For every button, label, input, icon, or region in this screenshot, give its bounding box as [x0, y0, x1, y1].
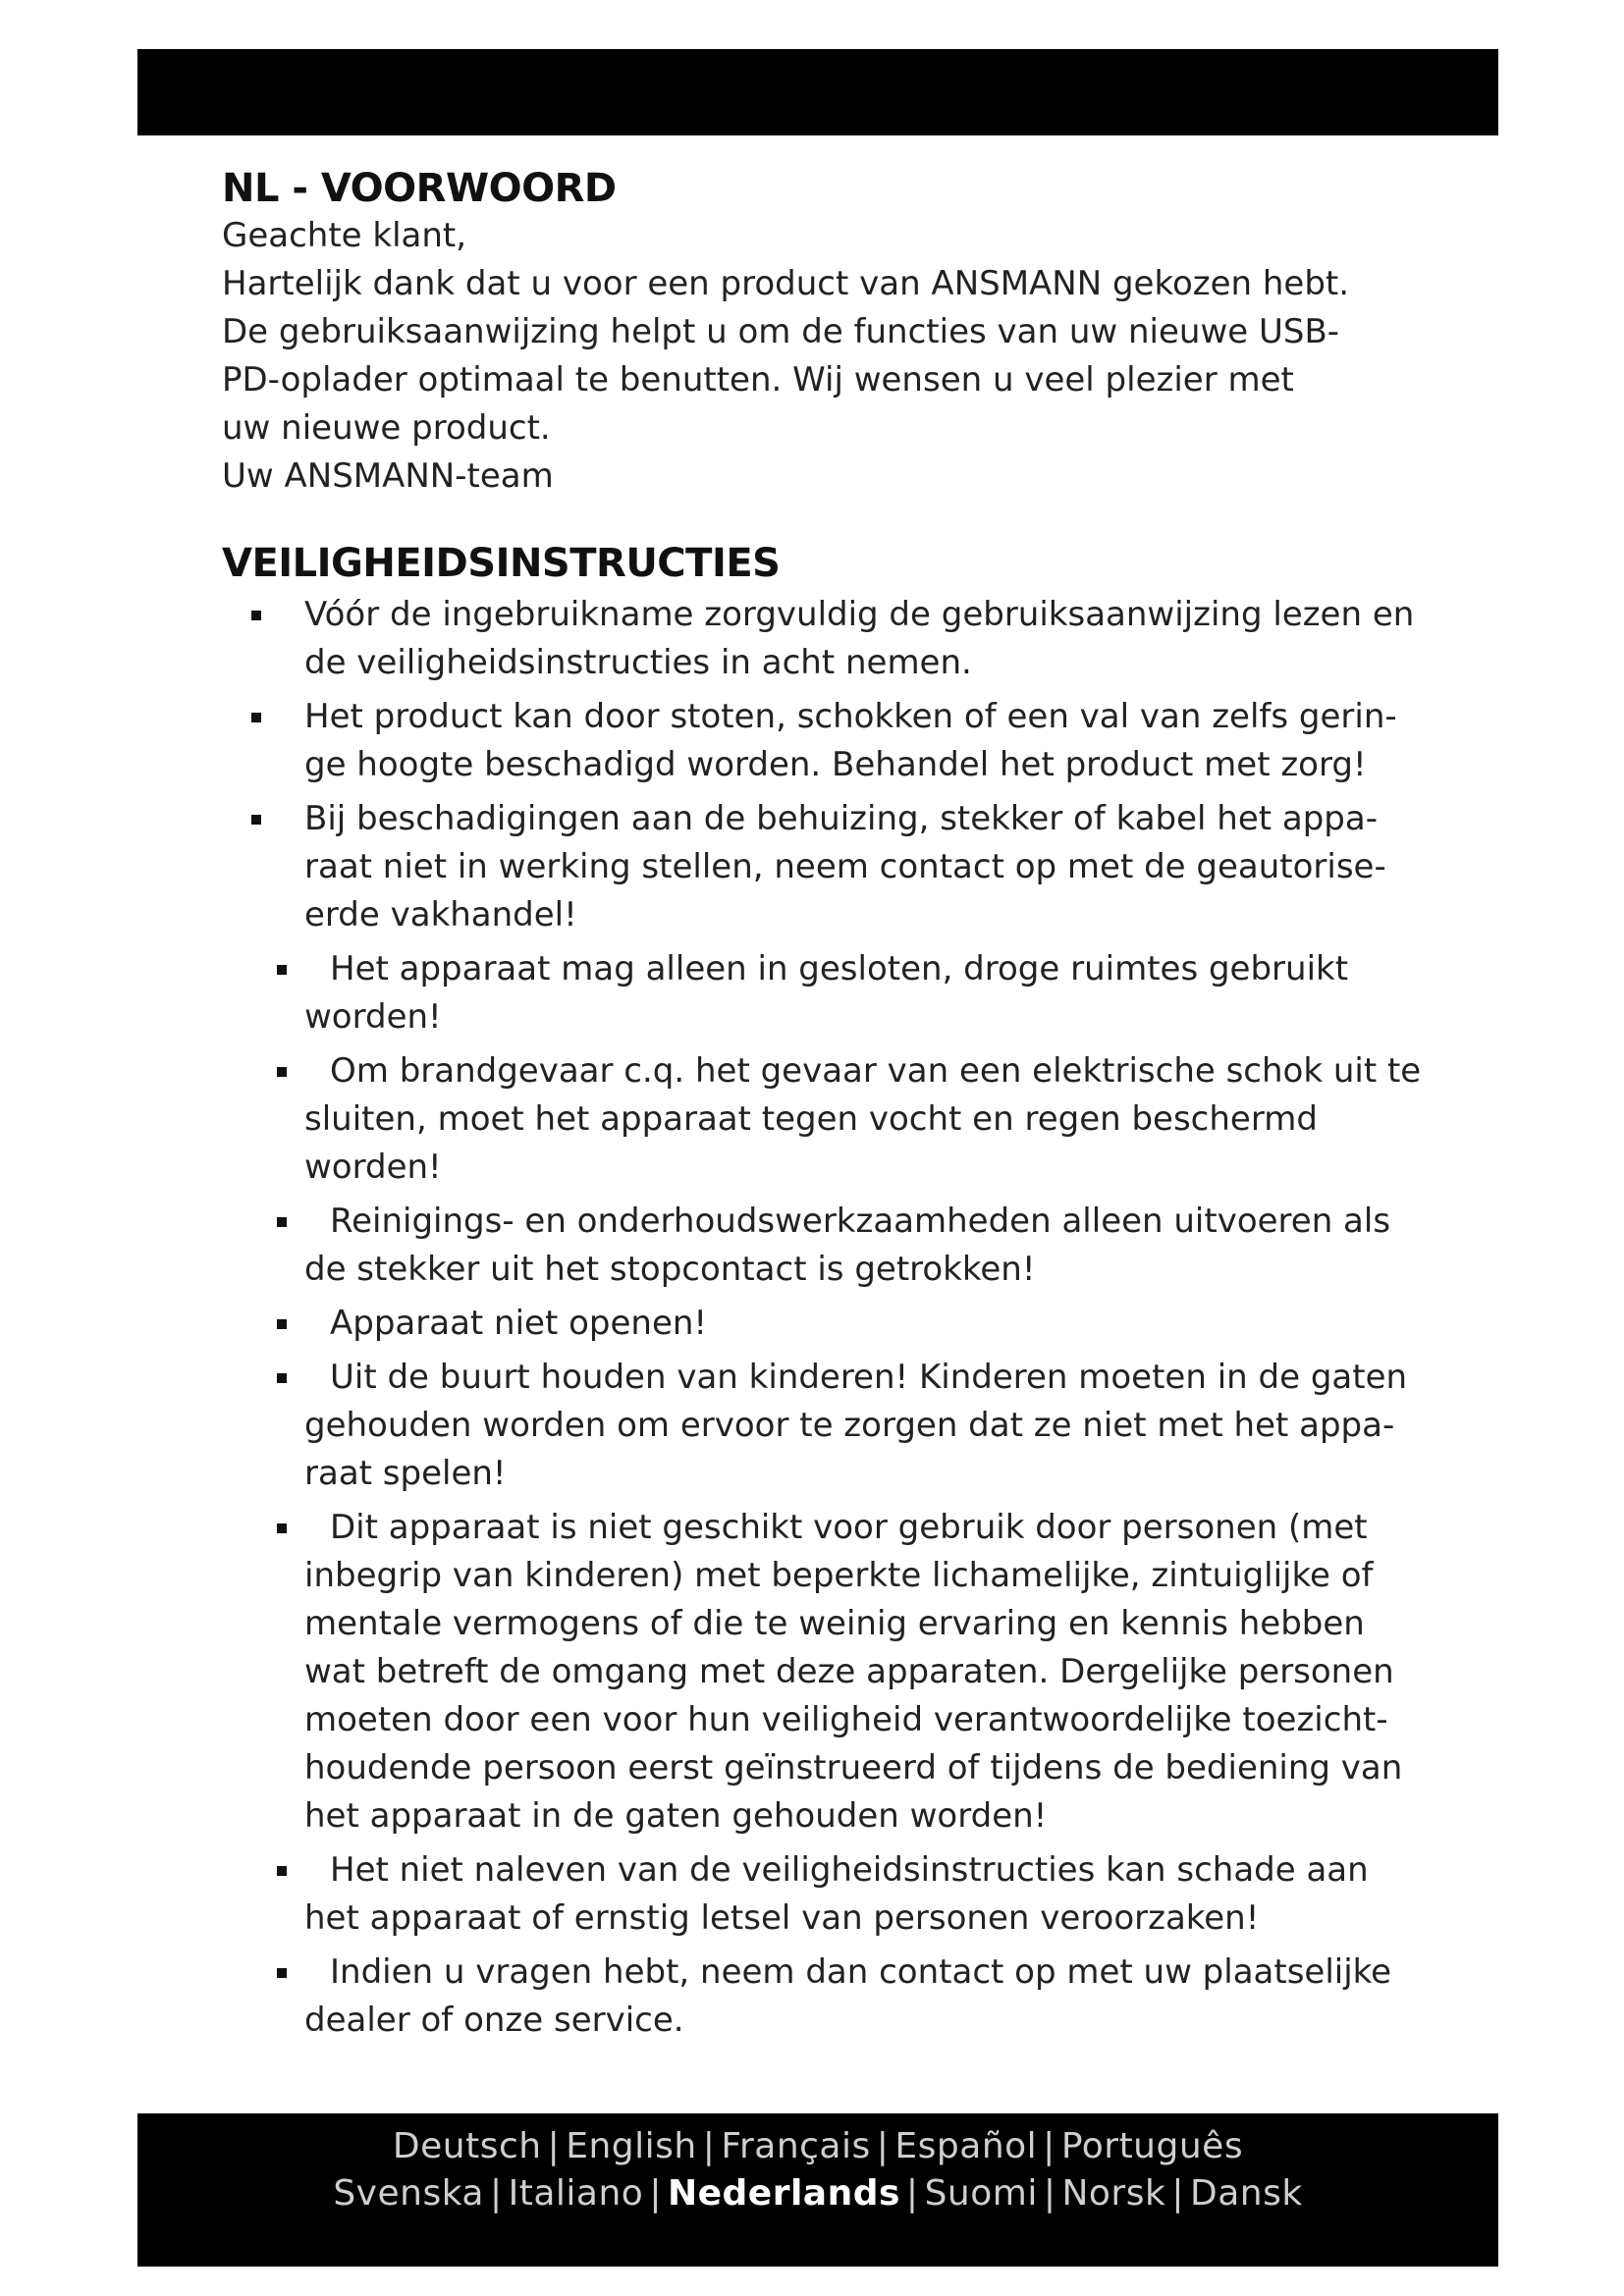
signature-line: Uw ANSMANN-team — [222, 456, 554, 496]
manual-purpose-line: De gebruiksaanwijzing helpt u om de functies van uw nieuwe USB-PD-oplader optimaal te benutten. Wij wensen u veel plezier met uw nieuwe product. — [222, 312, 1340, 448]
preface-title: VOORWOORD — [320, 166, 617, 211]
safety-heading: VEILIGHEIDSINSTRUCTIES — [222, 541, 781, 586]
list-item: Indien u vragen hebt, neem dan contact op met uw plaatselijke dealer of onze service. — [222, 1949, 1430, 2045]
bullet-icon — [277, 1373, 287, 1383]
bullet-icon — [277, 1067, 287, 1077]
language-separator: | — [702, 2126, 716, 2166]
list-item: Het product kan door stoten, schokken of een val van zelfs gerin-ge hoogte beschadigd worden. Behandel het product met zorg! — [222, 693, 1430, 789]
bullet-icon — [251, 713, 261, 722]
list-item: Bij beschadigingen aan de behuizing, stekker of kabel het appa-raat niet in werking stellen, neem contact op met de geautorise-erde vakhandel! — [222, 795, 1430, 939]
header-bar — [137, 49, 1498, 135]
list-item: Reinigings- en onderhoudswerkzaamheden alleen uitvoeren als de stekker uit het stopcontact is getrokken! — [222, 1198, 1430, 1294]
language-link-dansk[interactable]: Dansk — [1189, 2173, 1303, 2214]
list-item: Uit de buurt houden van kinderen! Kinderen moeten in de gaten gehouden worden om ervoor te zorgen dat ze niet met het appa-raat spelen! — [222, 1354, 1430, 1498]
language-link-nederlands[interactable]: Nederlands — [667, 2173, 900, 2214]
safety-list — [222, 591, 1430, 2045]
salutation: Geachte klant, — [222, 216, 467, 255]
language-row-1 — [137, 2123, 1498, 2170]
bullet-icon — [277, 1866, 287, 1876]
language-separator: | — [489, 2173, 503, 2214]
bullet-icon — [277, 1968, 287, 1978]
list-item: Apparaat niet openen! — [222, 1300, 1430, 1348]
language-separator: | — [1043, 2173, 1056, 2214]
language-link-espanol[interactable]: Español — [894, 2126, 1038, 2166]
language-code: NL — [222, 166, 279, 211]
language-link-english[interactable]: English — [566, 2126, 697, 2166]
list-item: Vóór de ingebruikname zorgvuldig de gebruiksaanwijzing lezen en de veiligheidsinstructies in acht nemen. — [222, 591, 1430, 687]
list-item: Dit apparaat is niet geschikt voor gebruik door personen (met inbegrip van kinderen) met beperkte lichamelijke, zintuiglijke of mentale vermogens of die te weinig ervaring en kennis hebben wat betreft de omgang met deze apparaten. Dergelijke personen moeten door een voor hun veiligheid verantwoordelijke toezicht-houdende persoon eerst geïnstrueerd of tijdens de bediening van het apparaat in de gaten gehouden worden! — [222, 1504, 1430, 1841]
language-link-norsk[interactable]: Norsk — [1061, 2173, 1166, 2214]
language-link-francais[interactable]: Français — [721, 2126, 871, 2166]
bullet-icon — [251, 815, 261, 825]
language-separator: | — [905, 2173, 919, 2214]
thanks-line: Hartelijk dank dat u voor een product van ANSMANN gekozen hebt. — [222, 264, 1350, 303]
list-item: Het niet naleven van de veiligheidsinstructies kan schade aan het apparaat of ernstig letsel van personen veroorzaken! — [222, 1846, 1430, 1943]
bullet-icon — [277, 1523, 287, 1533]
list-item: Het apparaat mag alleen in gesloten, droge ruimtes gebruikt worden! — [222, 945, 1430, 1041]
bullet-icon — [277, 1319, 287, 1329]
preface-text — [222, 212, 1430, 501]
language-separator: | — [876, 2126, 890, 2166]
bullet-icon — [277, 1217, 287, 1227]
language-link-deutsch[interactable]: Deutsch — [392, 2126, 542, 2166]
bullet-icon — [251, 611, 261, 620]
bullet-icon — [277, 965, 287, 975]
language-link-svenska[interactable]: Svenska — [333, 2173, 484, 2214]
language-separator: | — [1171, 2173, 1184, 2214]
language-row-2 — [137, 2170, 1498, 2217]
list-item: Om brandgevaar c.q. het gevaar van een elektrische schok uit te sluiten, moet het apparaat tegen vocht en regen beschermd worden! — [222, 1047, 1430, 1192]
language-link-suomi[interactable]: Suomi — [924, 2173, 1038, 2214]
heading-separator: - — [278, 166, 321, 211]
language-link-portugues[interactable]: Português — [1060, 2126, 1244, 2166]
preface-heading — [222, 165, 1430, 212]
language-separator: | — [1043, 2126, 1056, 2166]
language-link-italiano[interactable]: Italiano — [508, 2173, 644, 2214]
language-separator: | — [547, 2126, 561, 2166]
language-bar — [137, 2113, 1498, 2267]
page-content — [222, 165, 1430, 2051]
language-separator: | — [649, 2173, 662, 2214]
